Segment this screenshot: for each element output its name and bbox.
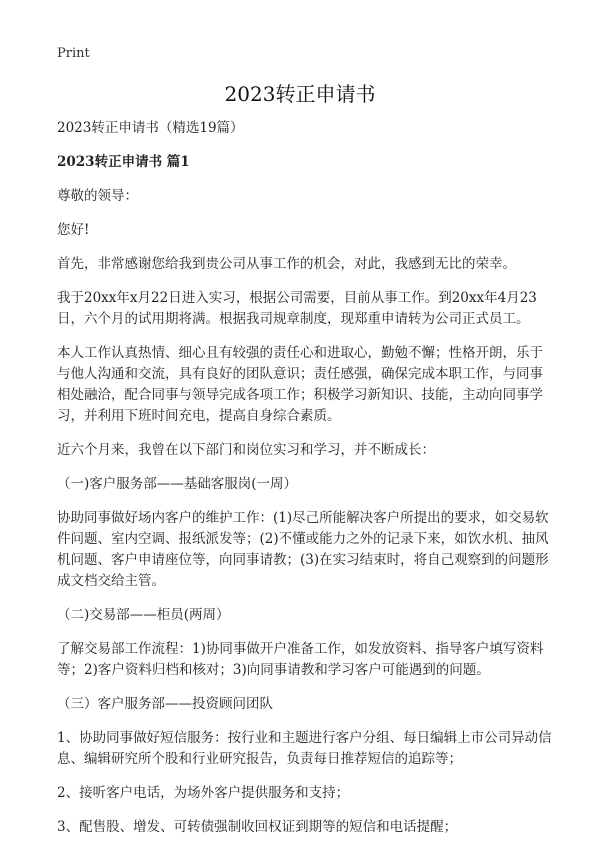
paragraph: 了解交易部工作流程：1)协同事做开户准备工作，如发放资料、指导客户填写资料等；2)客户资料归档和核对；3)向同事请教和学习客户可能遇到的问题。 <box>57 641 544 678</box>
list-item: 2、接听客户电话，为场外客户提供服务和支持； <box>57 785 350 801</box>
greeting: 您好! <box>57 222 90 238</box>
salutation: 尊敬的领导： <box>57 188 138 204</box>
paragraph: 本人工作认真热情、细心且有较强的责任心和进取心，勤勉不懈；性格开朗，乐于与他人沟通和交流，具有良好的团队意识；责任感强，确保完成本职工作，与同事相处融洽，配合同事与领导完成各项工作；积极学习新知识、技能，主动向同事学习，并利用下班时间充电，提高自身综合素质。 <box>57 345 543 424</box>
list-item: 3、配售股、增发、可转债强制收回权证到期等的短信和电话提醒； <box>57 819 458 835</box>
paragraph: 我于20xx年x月22日进入实习，根据公司需要，目前从事工作。到20xx年4月23日，六个月的试用期将满。根据我司规章制度，现郑重申请转为公司正式员工。 <box>57 290 537 327</box>
sub-heading: （三）客户服务部——投资顾问团队 <box>57 696 273 712</box>
list-item: 1、协助同事做好短信服务：按行业和主题进行客户分组、每日编辑上市公司异动信息、编辑研究所个股和行业研究报告，负责每日推荐短信的追踪等； <box>57 730 552 767</box>
document-body <box>57 118 552 851</box>
paragraph: 近六个月来，我曾在以下部门和岗位实习和学习，并不断成长： <box>57 442 435 458</box>
document-subtitle: 2023转正申请书（精选19篇） <box>57 120 244 136</box>
print-link[interactable]: Print <box>57 46 90 61</box>
section-heading: 2023转正申请书 篇1 <box>57 154 190 170</box>
document-title: 2023转正申请书 <box>224 82 376 106</box>
paragraph: 首先，非常感谢您给我到贵公司从事工作的机会，对此，我感到无比的荣幸。 <box>57 256 516 272</box>
sub-heading: （二)交易部——柜员(两周） <box>57 607 230 623</box>
paragraph: 协助同事做好场内客户的维护工作：(1)尽己所能解决客户所提出的要求，如交易软件问题、室内空调、报纸派发等；(2)不懂或能力之外的记录下来，如饮水机、抽风机问题、客户申请座位等，向同事请教；(3)在实习结束时，将自己观察到的问题形成文档交给主管。 <box>57 510 549 589</box>
sub-heading: （一)客户服务部——基础客服岗(一周） <box>57 476 298 492</box>
